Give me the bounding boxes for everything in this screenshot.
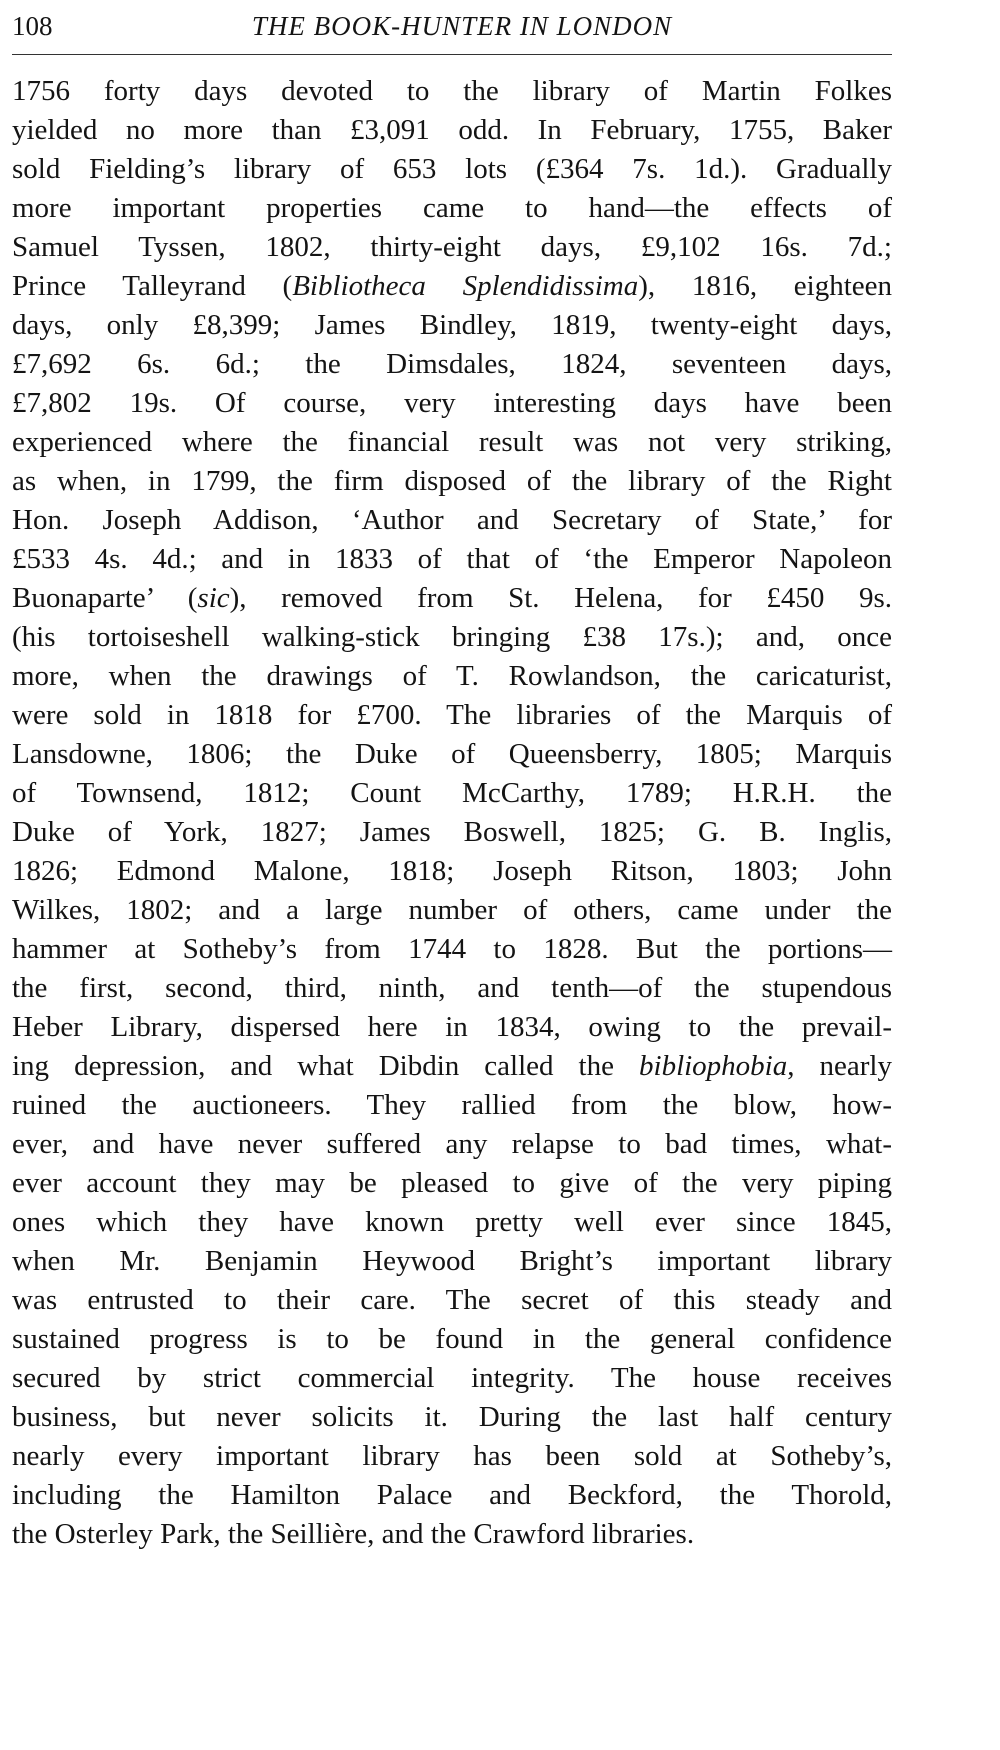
text-line (12, 1242, 892, 1281)
text-line (12, 1086, 892, 1125)
text-segment: ruined the auctioneers. They rallied from the blow, how- (12, 1089, 892, 1121)
text-line (12, 1281, 892, 1320)
text-line (12, 1125, 892, 1164)
text-line (12, 1476, 892, 1515)
text-segment: including the Hamilton Palace and Beckford, the Thorold, (12, 1479, 892, 1511)
text-segment: as when, in 1799, the firm disposed of the library of the Right (12, 465, 892, 497)
text-line (12, 228, 892, 267)
text-segment: of Townsend, 1812; Count McCarthy, 1789; H.R.H. the (12, 777, 892, 809)
text-segment: business, but never solicits it. During the last half century (12, 1401, 892, 1433)
text-line (12, 657, 892, 696)
text-line (12, 1398, 892, 1437)
text-line (12, 384, 892, 423)
text-segment: were sold in 1818 for £700. The libraries of the Marquis of (12, 699, 892, 731)
text-line (12, 306, 892, 345)
text-segment: hammer at Sotheby’s from 1744 to 1828. But the portions— (12, 933, 892, 965)
text-line (12, 1320, 892, 1359)
text-line (12, 1164, 892, 1203)
italic-text: sic (197, 582, 230, 614)
text-segment: Buonaparte’ ( (12, 582, 198, 614)
text-line (12, 579, 892, 618)
text-line (12, 774, 892, 813)
text-segment: nearly every important library has been sold at Sotheby’s, (12, 1440, 892, 1472)
text-segment: Heber Library, dispersed here in 1834, owing to the prevail- (12, 1011, 892, 1043)
text-segment: was entrusted to their care. The secret of this steady and (12, 1284, 892, 1316)
running-title: THE BOOK-HUNTER IN LONDON (251, 11, 673, 41)
text-segment: (his tortoiseshell walking-stick bringing £38 17s.); and, once (12, 621, 892, 653)
text-line (12, 423, 892, 462)
text-line (12, 735, 892, 774)
text-segment: secured by strict commercial integrity. The house receives (12, 1362, 892, 1394)
text-line (12, 1047, 892, 1086)
text-segment: sold Fielding’s library of 653 lots (£364 7s. 1d.). Gradually (12, 153, 892, 185)
text-line (12, 969, 892, 1008)
text-line (12, 501, 892, 540)
text-segment: 1756 forty days devoted to the library of Martin Folkes (12, 75, 892, 107)
text-segment: Prince Talleyrand ( (12, 270, 293, 302)
text-segment: experienced where the financial result was not very striking, (12, 426, 892, 458)
text-segment: Wilkes, 1802; and a large number of others, came under the (12, 894, 892, 926)
text-segment: Duke of York, 1827; James Boswell, 1825; G. B. Inglis, (12, 816, 892, 848)
text-segment: ever account they may be pleased to give of the very piping (12, 1167, 892, 1199)
text-line (12, 267, 892, 306)
text-line (12, 111, 892, 150)
text-segment: , nearly (787, 1050, 892, 1082)
text-line (12, 345, 892, 384)
text-segment: Hon. Joseph Addison, ‘Author and Secretary of State,’ for (12, 504, 892, 536)
text-segment: sustained progress is to be found in the general confidence (12, 1323, 892, 1355)
text-line (12, 540, 892, 579)
text-line (12, 150, 892, 189)
text-line (12, 813, 892, 852)
body-paragraph (12, 72, 892, 1554)
text-segment: ever, and have never suffered any relapse to bad times, what- (12, 1128, 892, 1160)
text-segment: the Osterley Park, the Seillière, and the Crawford libraries. (12, 1518, 695, 1550)
text-line (12, 1008, 892, 1047)
text-segment: when Mr. Benjamin Heywood Bright’s important library (12, 1245, 892, 1277)
text-line (12, 1515, 892, 1554)
text-segment: 1826; Edmond Malone, 1818; Joseph Ritson, 1803; John (12, 855, 892, 887)
text-line (12, 1203, 892, 1242)
text-segment: ), 1816, eighteen (638, 270, 893, 302)
text-line (12, 72, 892, 111)
italic-text: Bibliotheca Splendidissima (292, 270, 639, 302)
text-segment: more important properties came to hand—the effects of (12, 192, 892, 224)
header-rule (12, 54, 892, 55)
text-segment: yielded no more than £3,091 odd. In February, 1755, Baker (12, 114, 892, 146)
running-head (12, 6, 892, 46)
text-segment: Samuel Tyssen, 1802, thirty-eight days, £9,102 16s. 7d.; (12, 231, 892, 263)
page-number: 108 (12, 11, 53, 41)
text-line (12, 696, 892, 735)
text-line (12, 618, 892, 657)
text-segment: ones which they have known pretty well ever since 1845, (12, 1206, 892, 1238)
text-segment: Lansdowne, 1806; the Duke of Queensberry, 1805; Marquis (12, 738, 892, 770)
text-segment: £7,692 6s. 6d.; the Dimsdales, 1824, seventeen days, (12, 348, 892, 380)
text-line (12, 1437, 892, 1476)
italic-text: bibliophobia (639, 1050, 788, 1082)
text-segment: ing depression, and what Dibdin called the (12, 1050, 640, 1082)
text-line (12, 891, 892, 930)
text-segment: £7,802 19s. Of course, very interesting days have been (12, 387, 892, 419)
text-line (12, 1359, 892, 1398)
text-segment: £533 4s. 4d.; and in 1833 of that of ‘the Emperor Napoleon (12, 543, 892, 575)
text-line (12, 930, 892, 969)
text-line (12, 852, 892, 891)
text-segment: days, only £8,399; James Bindley, 1819, twenty-eight days, (12, 309, 892, 341)
text-line (12, 462, 892, 501)
text-line (12, 189, 892, 228)
text-segment: the first, second, third, ninth, and tenth—of the stupendous (12, 972, 892, 1004)
text-segment: ), removed from St. Helena, for £450 9s. (229, 582, 892, 614)
text-segment: more, when the drawings of T. Rowlandson, the caricaturist, (12, 660, 892, 692)
